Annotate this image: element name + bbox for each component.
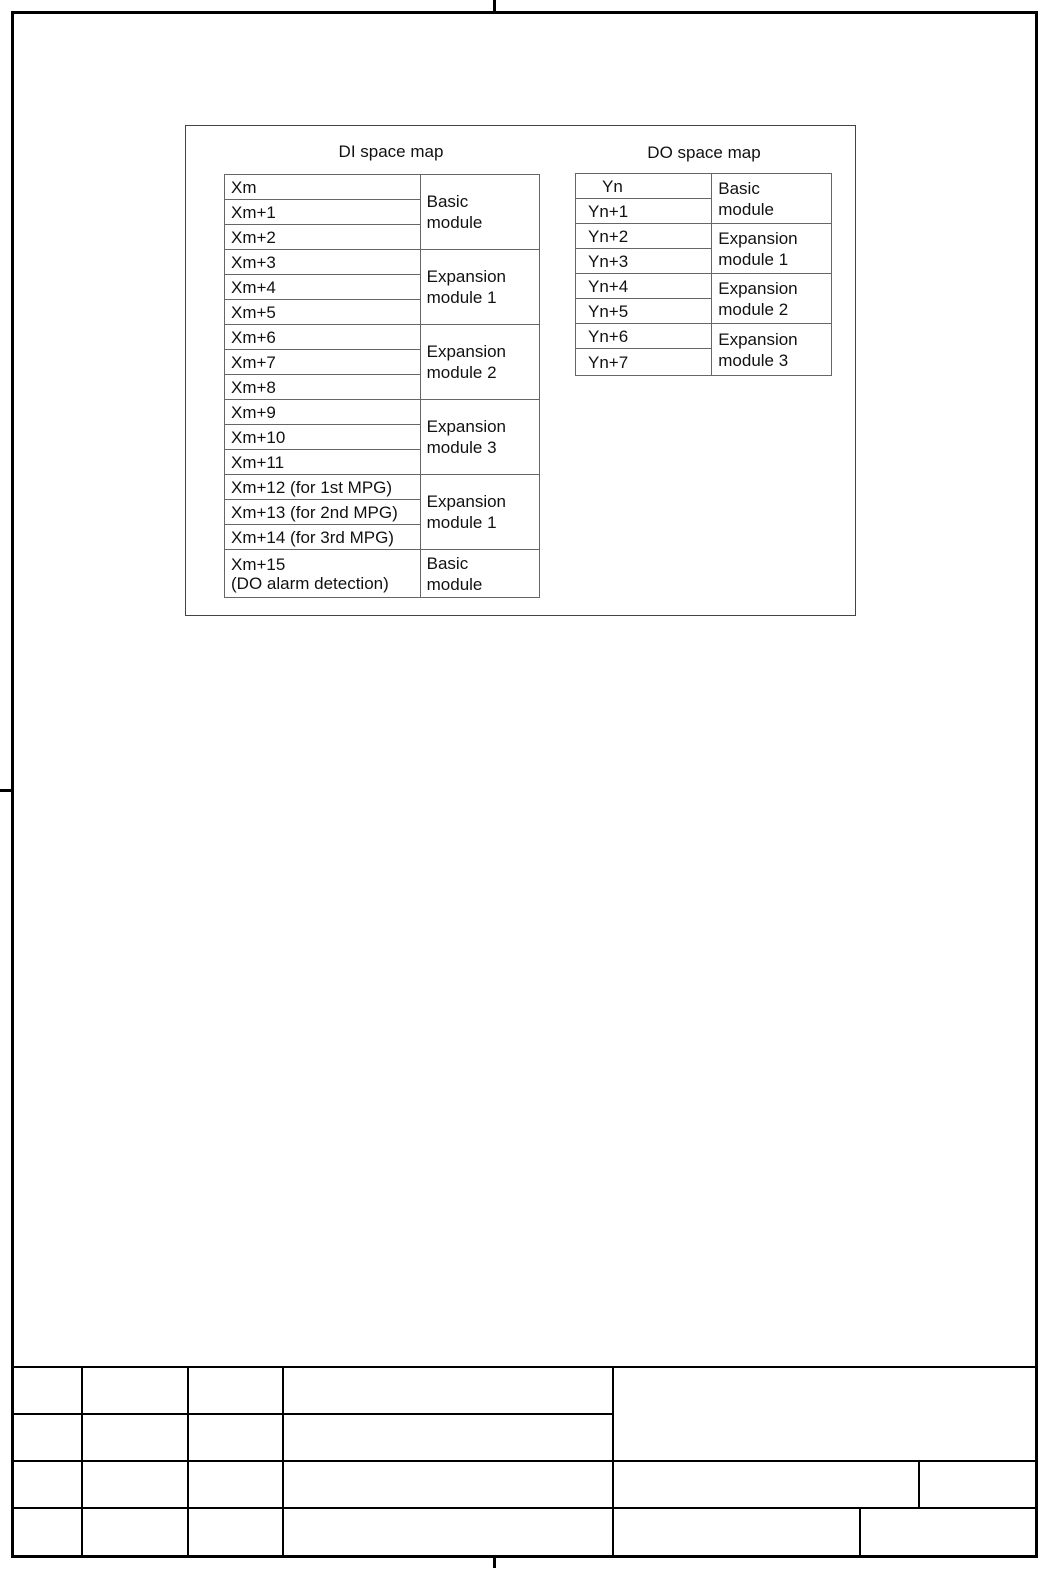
di-row: Xm+9 bbox=[225, 400, 421, 425]
di-group: Basic module bbox=[420, 175, 539, 250]
di-group: Expansion module 2 bbox=[420, 325, 539, 400]
title-block-line bbox=[11, 1366, 1038, 1368]
title-block-line bbox=[11, 1460, 1038, 1462]
title-block-line bbox=[612, 1366, 614, 1556]
center-mark-bottom bbox=[493, 1556, 496, 1568]
di-row: Xm+8 bbox=[225, 375, 421, 400]
do-group: Basic module bbox=[712, 174, 832, 224]
di-row: Xm+12 (for 1st MPG) bbox=[225, 475, 421, 500]
di-row: Xm+2 bbox=[225, 225, 421, 250]
di-row: Xm+3 bbox=[225, 250, 421, 275]
di-group: Expansion module 1 bbox=[420, 475, 539, 550]
di-row: Xm+10 bbox=[225, 425, 421, 450]
center-mark-top bbox=[493, 0, 496, 12]
do-row: Yn+1 bbox=[576, 199, 712, 224]
di-space-map-table bbox=[224, 174, 540, 598]
di-row: Xm+6 bbox=[225, 325, 421, 350]
title-block-line bbox=[282, 1366, 284, 1556]
do-row: Yn+7 bbox=[576, 349, 712, 376]
di-row: Xm+11 bbox=[225, 450, 421, 475]
do-group: Expansion module 3 bbox=[712, 324, 832, 376]
di-row: Xm+13 (for 2nd MPG) bbox=[225, 500, 421, 525]
title-block-line bbox=[918, 1460, 920, 1508]
do-row: Yn+2 bbox=[576, 224, 712, 249]
do-row: Yn+3 bbox=[576, 249, 712, 274]
do-space-map-table bbox=[575, 173, 832, 376]
do-row: Yn+6 bbox=[576, 324, 712, 349]
di-row: Xm+4 bbox=[225, 275, 421, 300]
title-block-line bbox=[11, 1507, 1038, 1509]
di-row: Xm+5 bbox=[225, 300, 421, 325]
do-row: Yn bbox=[576, 174, 712, 199]
di-group: Basic module bbox=[420, 550, 539, 598]
di-row: Xm+15 (DO alarm detection) bbox=[225, 550, 421, 598]
do-group: Expansion module 1 bbox=[712, 224, 832, 274]
di-map-title: DI space map bbox=[338, 142, 444, 161]
di-group: Expansion module 1 bbox=[420, 250, 539, 325]
do-row: Yn+5 bbox=[576, 299, 712, 324]
do-group: Expansion module 2 bbox=[712, 274, 832, 324]
di-row: Xm+1 bbox=[225, 200, 421, 225]
center-mark-left bbox=[0, 789, 12, 792]
title-block-line bbox=[859, 1507, 861, 1556]
do-row: Yn+4 bbox=[576, 274, 712, 299]
do-map-title: DO space map bbox=[647, 143, 761, 162]
di-group: Expansion module 3 bbox=[420, 400, 539, 475]
title-block-line bbox=[187, 1366, 189, 1556]
title-block-line bbox=[11, 1413, 613, 1415]
di-row: Xm+7 bbox=[225, 350, 421, 375]
di-row: Xm+14 (for 3rd MPG) bbox=[225, 525, 421, 550]
title-block-line bbox=[81, 1366, 83, 1556]
di-row: Xm bbox=[225, 175, 421, 200]
